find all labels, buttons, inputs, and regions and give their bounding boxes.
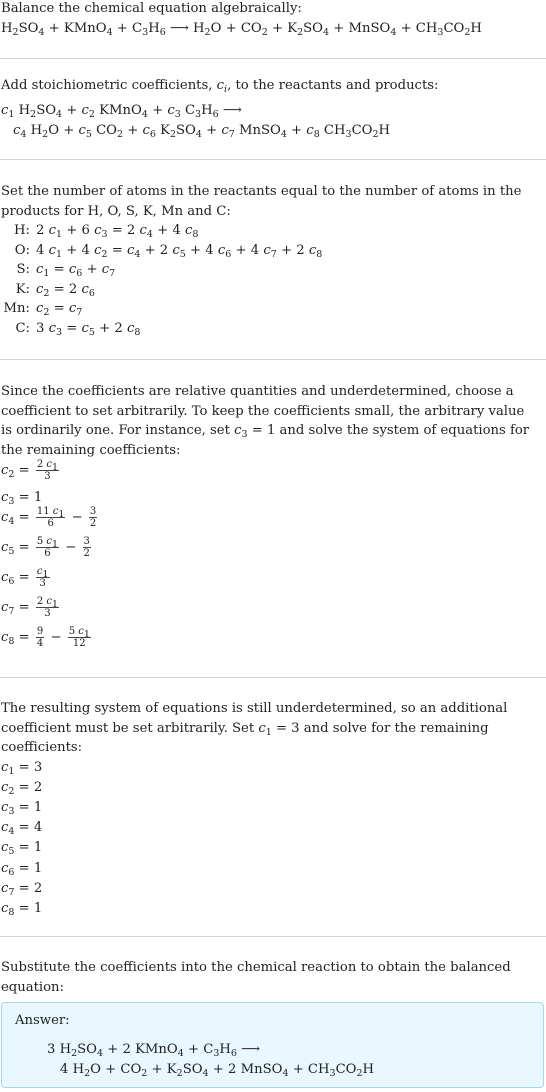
atom-equation-row	[0, 319, 326, 339]
balanced-equation-line-1: 3 $H_2SO_4 + 2$ KMnO$_4$ + $C_3H_6$ ⟶	[47, 1042, 261, 1059]
atom-equation-row	[0, 241, 326, 261]
second-arbitrary-text: The resulting system of equations is still underdetermined, so an additional coefficient must be set arbitrarily. Set $c_1 = 3$ and solve for the remaining coefficients:	[1, 701, 508, 755]
solution-equation: $c_7$ = $\frac{2 c_1}{3}$	[1, 596, 59, 619]
coefficients-text: Add stoichiometric coefficients, $c_i$, to the reactants and products:	[1, 78, 439, 95]
coefficient-value: $c_7 = 2$	[1, 880, 43, 898]
solution-equation: $c_3 = 1$	[1, 490, 43, 507]
solution-equation: $c_2$ = $\frac{2 c_1}{3}$	[1, 459, 59, 482]
element-label: C:	[15, 320, 30, 336]
coefficient-value: $c_2 = 2$	[1, 780, 43, 798]
coefficient-equation-line-1: $c_1$ $H_2SO_4 + c_2$ KMnO$_4$ + $c_3$ $C_3H_6$ ⟶	[1, 103, 242, 120]
atom-balance-system	[0, 221, 326, 339]
balance-equation: $c_2 = 2$ $c_6$	[36, 281, 95, 299]
element-label: H:	[14, 223, 30, 238]
solution-equation: $c_8$ = $\frac{9}{4}$ − $\frac{5 c_1}{12}$	[1, 626, 90, 649]
balance-equation: $c_1 = c_6 + c_7$	[36, 262, 116, 280]
intro-text: Balance the chemical equation algebraically:	[1, 1, 302, 16]
coefficient-value: $c_5 = 1$	[1, 840, 43, 858]
atom-equation-row	[0, 221, 326, 241]
element-label: O:	[14, 242, 30, 258]
atom-equation-row	[0, 260, 326, 280]
solution-equation: $c_5$ = $\frac{5 c_1}{6}$ − $\frac{3}{2}$	[1, 536, 90, 559]
element-label: K:	[15, 281, 30, 297]
divider	[0, 159, 546, 160]
substitute-text: Substitute the coefficients into the chemical reaction to obtain the balanced equation:	[1, 960, 511, 995]
coefficient-value: $c_3 = 1$	[1, 800, 43, 818]
answer-label: Answer:	[15, 1013, 70, 1028]
balance-equation: 2 $c_1 + 6$ $c_3 = 2$ $c_4 + 4$ $c_8$	[36, 223, 199, 240]
divider	[0, 58, 546, 59]
balance-equation: $c_2 = c_7$	[36, 301, 83, 319]
solution-equation: $c_6$ = $\frac{c_1}{3}$	[1, 566, 49, 589]
divider	[0, 936, 546, 937]
coefficient-value: $c_8 = 1$	[1, 900, 43, 918]
atoms-text: Set the number of atoms in the reactants equal to the number of atoms in the products for H, O, S, K, Mn and C:	[1, 184, 522, 219]
solution-equation: $c_4$ = $\frac{11 c_1}{6}$ − $\frac{3}{2}$	[1, 506, 97, 529]
coefficient-value: $c_4 = 4$	[1, 820, 43, 838]
unbalanced-equation: $H_2SO_4$ + KMnO$_4$ + $C_3H_6$ ⟶ $H_2O + CO_2 + K_2SO_4$ + MnSO$_4$ + $CH_3CO_2H$	[1, 21, 482, 38]
atom-equation-row	[0, 280, 326, 300]
coefficient-value: $c_6 = 1$	[1, 860, 43, 878]
atom-equation-row	[0, 299, 326, 319]
balanced-equation-line-2: 4 $H_2O + CO_2 + K_2SO_4 + 2$ MnSO$_4$ + $CH_3CO_2H$	[60, 1062, 375, 1079]
divider	[0, 677, 546, 678]
element-label: Mn:	[3, 301, 30, 317]
arbitrary-text: Since the coefficients are relative quantities and underdetermined, choose a coefficient to set arbitrarily. To keep the coefficients small, the arbitrary value is ordinarily one. For instance, set $c_3 = 1$ and solve the system of equations for the remaining coefficients:	[1, 384, 530, 458]
element-label: S:	[16, 262, 30, 278]
balance-equation: 4 $c_1 + 4$ $c_2 = c_4 + 2$ $c_5 + 4$ $c_6 + 4$ $c_7 + 2$ $c_8$	[36, 242, 323, 260]
answer-box	[1, 1002, 544, 1088]
coefficient-equation-line-2: $c_4$ $H_2O + c_5$ $CO_2 + c_6$ $K_2SO_4 + c_7$ MnSO$_4$ + $c_8$ $CH_3CO_2H$	[13, 123, 391, 140]
coefficient-value: $c_1 = 3$	[1, 760, 43, 777]
divider	[0, 359, 546, 360]
balance-equation: 3 $c_3 = c_5 + 2$ $c_8$	[36, 320, 141, 338]
